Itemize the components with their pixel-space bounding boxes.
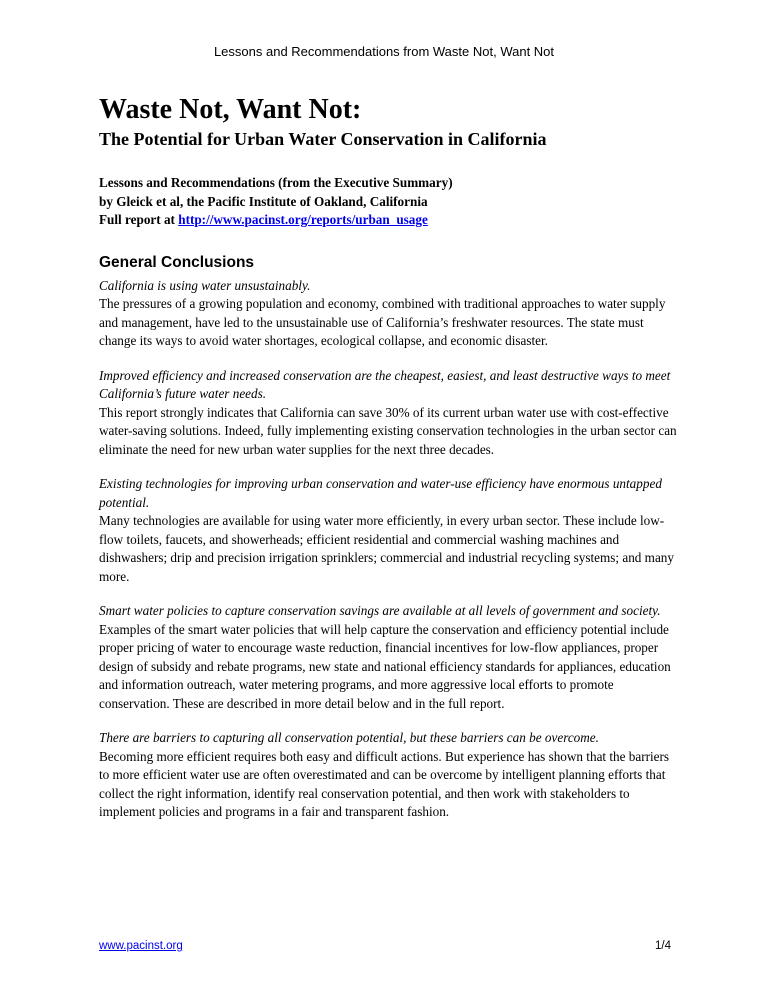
conclusion-lead: Existing technologies for improving urban conservation and water-use efficiency have enormous untapped potential. — [99, 476, 662, 510]
byline — [99, 174, 679, 230]
section-heading: General Conclusions — [99, 253, 255, 271]
page-number: 1/4 — [655, 940, 671, 952]
byline-source: Lessons and Recommendations (from the Executive Summary) — [99, 175, 453, 190]
conclusion-body: This report strongly indicates that California can save 30% of its current urban water use with cost-effective water-saving solutions. Indeed, fully implementing existing conservation technologies in the urban sector can eliminate the need for new urban water supplies for the next three decades. — [99, 404, 677, 457]
document-subtitle: The Potential for Urban Water Conservation in California — [99, 129, 547, 149]
footer-site-link[interactable]: www.pacinst.org — [99, 940, 183, 952]
conclusion-block — [99, 277, 679, 351]
conclusion-lead: California is using water unsustainably. — [99, 277, 311, 293]
conclusion-body: Many technologies are available for using water more efficiently, in every urban sector. These include low-flow toilets, faucets, and showerheads; efficient residential and commercial washing machines and dishwashers; drip and precision irrigation sprinklers; commercial and industrial recycling systems; and many more. — [99, 513, 674, 584]
conclusion-block — [99, 602, 679, 713]
conclusion-block — [99, 367, 679, 460]
byline-report-prefix: Full report at — [99, 212, 179, 227]
conclusion-block — [99, 475, 679, 586]
conclusion-body: Examples of the smart water policies that will help capture the conservation and efficiency potential include proper pricing of water to encourage waste reduction, financial incentives for low-flow appliances, proper design of subsidy and rebate programs, new state and national efficiency standards for appliances, education and information outreach, water metering programs, and more aggressive local efforts to promote conservation. These are described in more detail below and in the full report. — [99, 621, 671, 711]
document-content — [99, 94, 679, 822]
conclusion-body: Becoming more efficient requires both easy and difficult actions. But experience has shown that the barriers to more efficient water use are often overestimated and can be overcome by intelligent planning efforts that collect the right information, identify real conservation potential, and then work with stakeholders to implement policies and programs in a fair and transparent fashion. — [99, 748, 670, 819]
conclusion-lead: Smart water policies to capture conservation savings are available at all levels of government and society. — [99, 603, 661, 618]
page-footer — [99, 940, 671, 952]
report-link[interactable]: http://www.pacinst.org/reports/urban_usage — [178, 212, 428, 227]
conclusion-lead: Improved efficiency and increased conservation are the cheapest, easiest, and least destructive ways to meet California’s future water needs. — [99, 367, 671, 401]
byline-report — [99, 211, 679, 230]
running-header: Lessons and Recommendations from Waste Not, Want Not — [213, 44, 555, 59]
byline-authors: by Gleick et al, the Pacific Institute of Oakland, California — [99, 193, 428, 209]
conclusion-block — [99, 729, 679, 822]
conclusion-body: The pressures of a growing population and economy, combined with traditional approaches to water supply and management, have led to the unsustainable use of California’s freshwater resources. The state must change its ways to avoid water shortages, ecological collapse, and economic disaster. — [99, 296, 666, 348]
conclusion-lead: There are barriers to capturing all conservation potential, but these barriers can be overcome. — [99, 730, 599, 745]
document-title: Waste Not, Want Not: — [99, 94, 362, 125]
